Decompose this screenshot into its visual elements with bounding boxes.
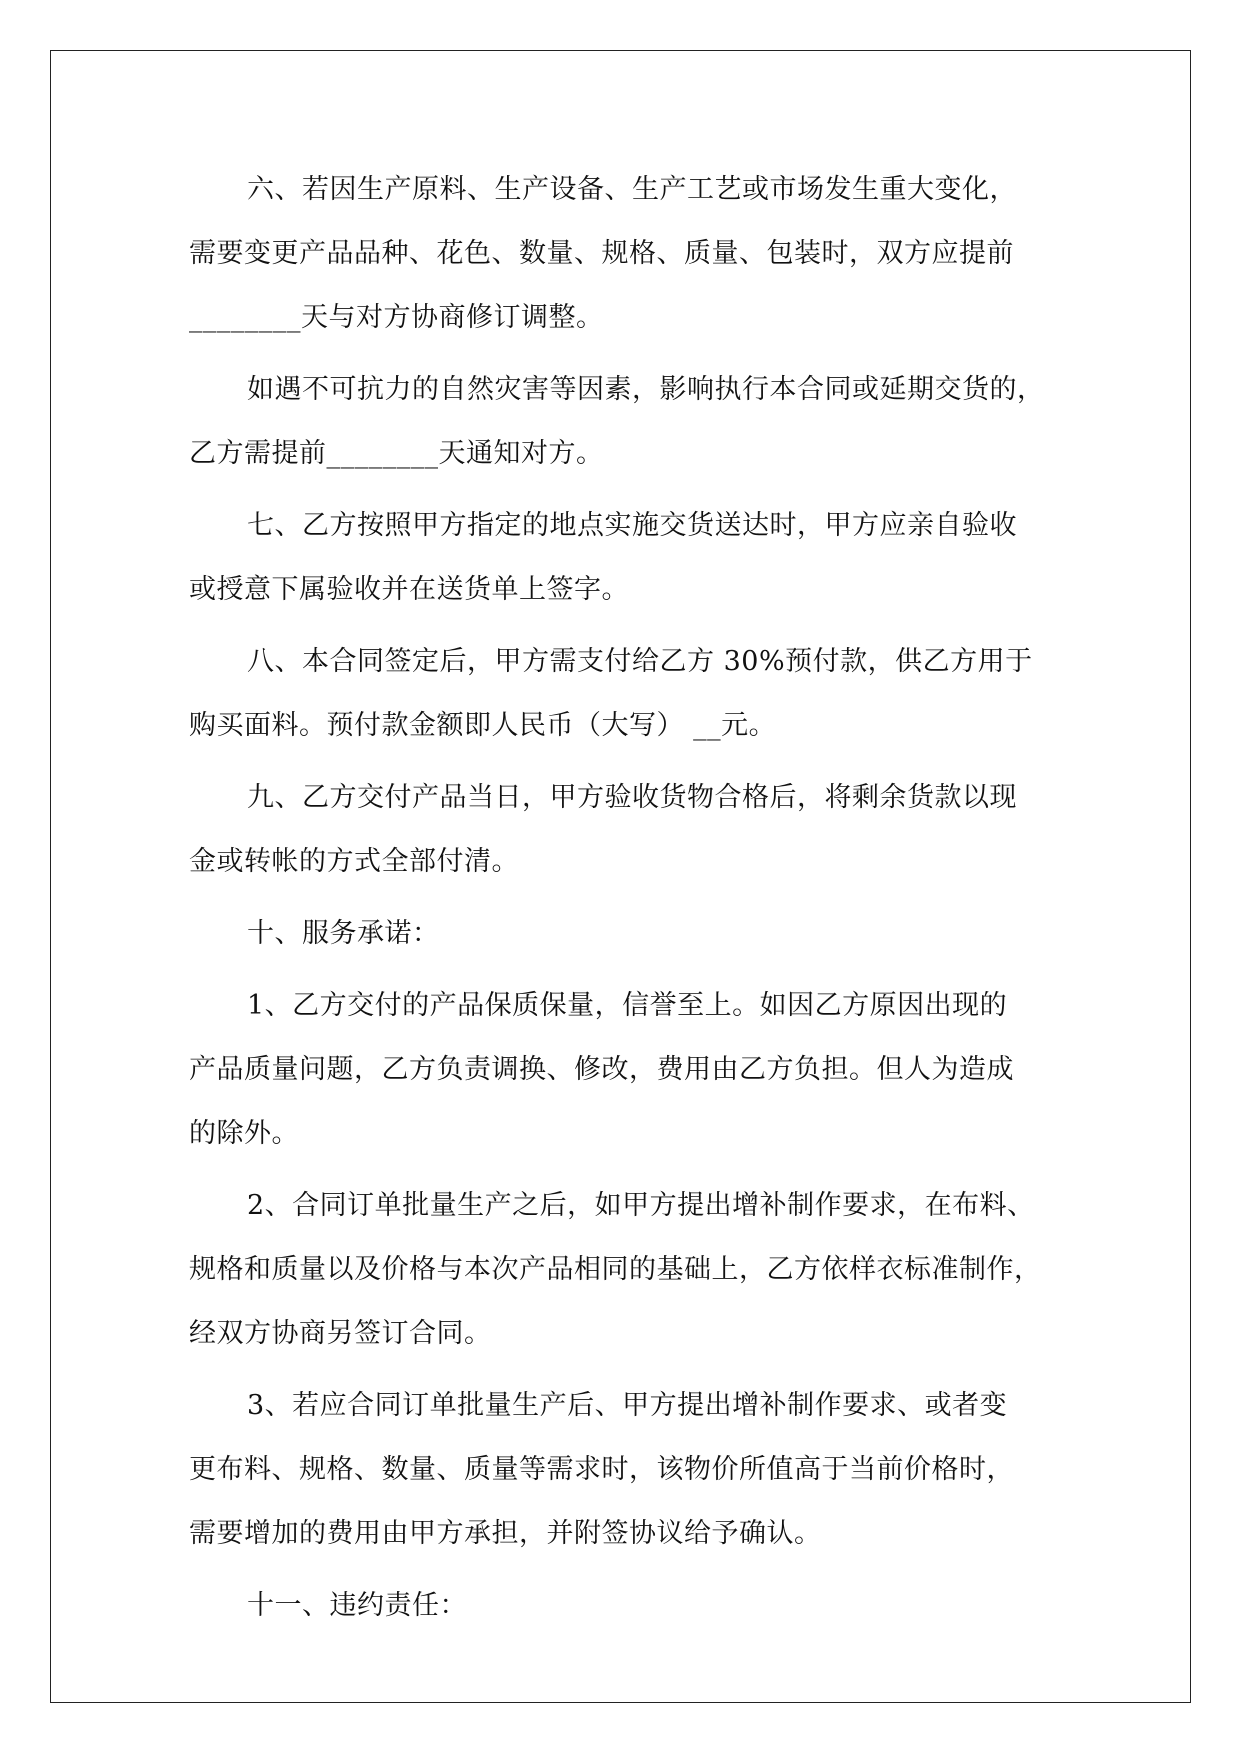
paragraph-clause-11-heading [189, 1574, 1059, 1638]
text-line: 产品质量问题，乙方负责调换、修改，费用由乙方负担。但人为造成 [189, 1054, 1014, 1085]
text-line: 需要增加的费用由甲方承担，并附签协议给予确认。 [189, 1518, 822, 1549]
paragraph-clause-6 [189, 158, 1059, 350]
text-line: 需要变更产品品种、花色、数量、规格、质量、包装时，双方应提前 [189, 238, 1014, 269]
paragraph-clause-9 [189, 766, 1059, 894]
text-line: 或授意下属验收并在送货单上签字。 [189, 574, 629, 605]
document-body [189, 158, 1059, 1646]
text-line: 如遇不可抗力的自然灾害等因素，影响执行本合同或延期交货的， [247, 374, 1045, 405]
paragraph-service-1 [189, 974, 1059, 1166]
text-line: 购买面料。预付款金额即人民币（大写） __元。 [189, 710, 777, 741]
paragraph-clause-10-heading [189, 902, 1059, 966]
paragraph-service-2 [189, 1174, 1059, 1366]
text-line: 六、若因生产原料、生产设备、生产工艺或市场发生重大变化， [247, 174, 1017, 205]
text-line: 九、乙方交付产品当日，甲方验收货物合格后，将剩余货款以现 [247, 782, 1017, 813]
text-line: 十、服务承诺： [247, 918, 440, 949]
text-line: 的除外。 [189, 1118, 299, 1149]
text-line: 1、乙方交付的产品保质保量，信誉至上。如因乙方原因出现的 [247, 990, 1008, 1021]
paragraph-force-majeure [189, 358, 1059, 486]
text-line: 规格和质量以及价格与本次产品相同的基础上，乙方依样衣标准制作， [189, 1254, 1042, 1285]
paragraph-service-3 [189, 1374, 1059, 1566]
text-line: 经双方协商另签订合同。 [189, 1318, 492, 1349]
text-line: ________天与对方协商修订调整。 [189, 302, 604, 333]
text-line: 金或转帐的方式全部付清。 [189, 846, 519, 877]
text-line: 八、本合同签定后，甲方需支付给乙方 30%预付款，供乙方用于 [247, 646, 1033, 677]
text-line: 七、乙方按照甲方指定的地点实施交货送达时，甲方应亲自验收 [247, 510, 1017, 541]
paragraph-clause-8 [189, 630, 1059, 758]
text-line: 3、若应合同订单批量生产后、甲方提出增补制作要求、或者变 [247, 1390, 1008, 1421]
paragraph-clause-7 [189, 494, 1059, 622]
text-line: 乙方需提前________天通知对方。 [189, 438, 604, 469]
text-line: 十一、违约责任： [247, 1590, 467, 1621]
text-line: 2、合同订单批量生产之后，如甲方提出增补制作要求，在布料、 [247, 1190, 1035, 1221]
text-line: 更布料、规格、数量、质量等需求时，该物价所值高于当前价格时， [189, 1454, 1014, 1485]
